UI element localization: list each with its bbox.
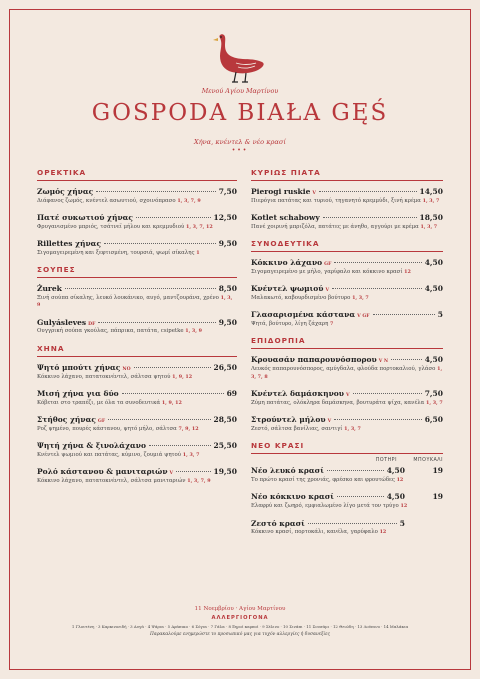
col-glass-header: ΠΟΤΗΡΙ (375, 458, 397, 464)
item-allergens: 12 (396, 476, 404, 483)
item-price: 69 (226, 389, 237, 399)
diet-badge: V (169, 471, 174, 477)
item-price: 9,50 (218, 317, 237, 327)
dot-leader (334, 419, 422, 420)
right-column (251, 168, 443, 545)
item-price: 7,50 (424, 389, 443, 399)
item-price: 5 (399, 518, 405, 528)
menu-item (37, 389, 237, 407)
menu-item (251, 389, 443, 407)
menu-item (37, 239, 237, 257)
menu-item (251, 258, 443, 276)
item-allergens: 1, 3, 7, 12 (185, 223, 213, 230)
item-description: Κνέντελ ψωμιού και πατάτας, κύμινο, ζουμιά ψητού (37, 451, 182, 458)
dot-leader (319, 191, 417, 192)
item-name: Pierogi ruskie (251, 187, 311, 196)
dot-leader (308, 523, 397, 524)
item-name: Πατέ συκωτιού χήνας (37, 213, 133, 223)
item-price-glass: 4,50 (386, 492, 405, 502)
section-title-soupes: ΣΟΥΠΕΣ (37, 265, 237, 278)
item-price: 4,50 (424, 284, 443, 294)
dot-leader (65, 288, 216, 289)
item-allergens: 1, 3, 7 (422, 197, 440, 204)
item-description: Φρυγανισμένο μπριός, τσάτνεϊ μήλου και κρεμμυδιού (37, 223, 185, 230)
item-allergens: 1, 3, 7 (344, 425, 361, 432)
item-description: Μαλακωτό, καβουρδισμένο βούτυρο (251, 294, 351, 301)
item-description: Ψητά, βούτυρο, λίγη ζάχαρη (251, 320, 329, 327)
section-title-orektika: ΟΡΕΚΤΙΚΑ (37, 168, 237, 181)
item-allergens: 1 (196, 249, 200, 256)
dot-leader (108, 419, 210, 420)
item-allergens: 12 (379, 529, 387, 536)
item-description: Πανέ χοιρινή μπριζόλα, πατάτες με άνηθο, αγγούρι με κρέμα (251, 223, 419, 230)
menu-item (251, 415, 443, 433)
dot-leader (96, 191, 216, 192)
item-price: 26,50 (213, 363, 237, 373)
item-allergens: 1, 3, 7, 8 (251, 365, 443, 380)
dot-leader (334, 262, 421, 263)
item-name: Κνέντελ ψωμιού (251, 284, 324, 294)
menu-item (37, 318, 237, 336)
diet-badge: V (327, 419, 332, 425)
restaurant-title: GOSPODA BIAŁA GĘŚ (91, 100, 389, 126)
item-name: Στήθος χήνας (37, 415, 96, 425)
dot-leader (149, 445, 211, 446)
dot-leader (327, 470, 384, 471)
item-allergens: 1, 3, 9 (37, 294, 233, 309)
item-allergens: 1, 3, 7 (182, 451, 200, 458)
item-price: 14,50 (419, 187, 443, 196)
item-allergens: 1, 9, 12 (172, 373, 193, 380)
item-description: Σιγομαγειρεμένο με μήλο, γαρίφαλο και κόκκινο κρασί (251, 268, 403, 275)
allergy-note: Παρακαλούμε ενημερώστε το προσωπικό μας για τυχόν αλλεργίες ή δυσανεξίες (150, 632, 330, 637)
goose-logo-icon (210, 32, 272, 84)
item-description: Σιγομαγειρεμένη και ξεφτισμένη, τουρσιά, ψωμί σίκαλης (37, 249, 195, 256)
item-description: Κόβεται στο τραπέζι, με όλα τα συνοδευτικά (37, 399, 161, 406)
item-description: Ελαφρύ και ζωηρό, εμφιαλωμένο λίγο μετά τον τρύγο (251, 502, 399, 509)
item-name: Μισή χήνα για δύο (37, 389, 119, 399)
item-name: Κρουασάν παπαρουνόσπορου (251, 355, 377, 365)
item-name: Κόκκινο λάχανο (251, 258, 323, 268)
item-name: Ψητό μπούτι χήνας (37, 363, 121, 373)
menu-item (37, 363, 237, 381)
item-price: 19,50 (213, 467, 237, 477)
item-price: 12,50 (213, 213, 237, 223)
section-title-neo-krasi: ΝΕΟ ΚΡΑΣΙ (251, 441, 443, 454)
item-price: 4,50 (424, 258, 443, 268)
menu-item (251, 284, 443, 302)
menu-footer (14, 606, 466, 637)
item-allergens: 1, 3, 7 (420, 223, 438, 230)
item-allergens: 1, 3, 7 (426, 399, 443, 406)
item-description: Κόκκινο λάχανο, πατατοκνέντελ, σάλτσα μανιταριών (37, 477, 186, 484)
dot-leader (122, 393, 224, 394)
menu-item (251, 310, 443, 328)
dot-leader (332, 288, 422, 289)
item-name: Ζεστό κρασί (251, 518, 305, 528)
menu-tagline: Χήνα, κνέντελ & νέο κρασί (194, 138, 286, 146)
item-name: Ρολό κάστανου & μανιταριών (37, 467, 168, 477)
item-name: Νέο κόκκινο κρασί (251, 492, 334, 502)
col-bottle-header: ΜΠΟΥΚΑΛΙ (413, 458, 443, 464)
diet-badge: NO (122, 367, 131, 373)
menu-item (37, 187, 237, 205)
item-allergens: 1, 9, 12 (161, 399, 182, 406)
item-price: 4,50 (424, 355, 443, 365)
dot-leader (136, 217, 211, 218)
item-price: 28,50 (213, 415, 237, 425)
item-name: Kotlet schabowy (251, 213, 320, 223)
diet-badge: V N (378, 359, 389, 365)
dot-leader (176, 471, 210, 472)
menu-item (37, 284, 237, 310)
item-allergens: 1, 3, 7, 9 (177, 197, 201, 204)
item-name: Νέο λευκό κρασί (251, 466, 324, 476)
menu-item (37, 213, 237, 231)
item-price: 8,50 (218, 284, 237, 294)
item-price: 9,50 (218, 239, 237, 249)
item-name: Rillettes χήνας (37, 239, 102, 249)
item-description: Διάφανος ζωμός, κνέντελ ασωυτιού, σχοινόπρασο (37, 197, 176, 204)
item-name: Żurek (37, 284, 62, 294)
dot-leader (391, 359, 422, 360)
item-price-glass: 4,50 (386, 466, 405, 476)
item-description: Πιερόγια πατάτας και τυριού, τηγανητό κρεμμύδι, ξινή κρέμα (251, 197, 421, 204)
menu-item (251, 213, 443, 231)
item-description: Κόκκινο λάχανο, πατατοκνέντελ, σάλτσα ψητού (37, 373, 171, 380)
item-price-bottle: 19 (432, 492, 443, 502)
item-name: Γλασαρισμένα κάστανα (251, 310, 356, 320)
diet-badge: V (346, 393, 350, 399)
section-title-kyria: ΚΥΡΙΩΣ ΠΙΑΤΑ (251, 168, 443, 181)
menu-item (251, 519, 443, 537)
section-title-xina: ΧΗΝΑ (37, 344, 237, 357)
diet-badge: GF (97, 419, 106, 425)
menu-subtitle: Μενού Αγίου Μαρτίνου (201, 87, 279, 95)
left-column (37, 168, 237, 494)
item-description: Το πρώτο κρασί της χρονιάς, φρέσκο και φρουτώδες (251, 476, 395, 483)
item-description: Ουγγρική σούπα γκούλας, πάπρικα, πατάτα, csipetke (37, 328, 184, 335)
item-name: Gulyásleves (37, 317, 87, 327)
diet-badge: DF (88, 321, 96, 327)
footer-date: 11 Νοεμβρίου · Αγίου Μαρτίνου (194, 606, 286, 612)
item-name: Ζωμός χήνας (37, 187, 94, 196)
section-title-synodeftika: ΣΥΝΟΔΕΥΤΙΚΑ (251, 239, 443, 252)
menu-item (251, 355, 443, 381)
item-allergens: 1, 3, 7 (352, 294, 369, 301)
dot-leader (98, 322, 215, 323)
item-price: 6,50 (424, 415, 443, 425)
item-price-bottle: 19 (432, 466, 443, 476)
item-name: Κνέντελ δαμάσκηνου (251, 389, 345, 399)
item-allergens: 7, 9, 12 (178, 425, 199, 432)
menu-item (37, 415, 237, 433)
dot-leader (323, 217, 417, 218)
dot-leader (134, 367, 211, 368)
item-allergens: 1, 3, 9 (185, 328, 202, 335)
allergens-list: 1 Γλουτένη · 3 Καρκινοειδή · 3 Αυγά · 4 Ψάρια · 5 Αράπικο · 6 Σόγια · 7 Γάλα · 8 Ξηροί καρποί · 9 Σέλινο · 10 Σινάπι · 11 Σουσάμι · 12 Θειώδη · 13 Λούπινο · 14 Μαλάκια (71, 624, 409, 629)
dot-leader (373, 314, 435, 315)
dot-leader (337, 496, 384, 497)
allergens-title: ΑΛΛΕΡΓΙΟΓΟΝΑ (211, 615, 269, 621)
item-allergens: 7 (330, 320, 334, 327)
decorative-dots: ••• (231, 147, 249, 154)
menu-item (251, 492, 443, 510)
item-description: Λευκός παπαρουνόσπορος, αμύγδαλα, φλούδα πορτοκαλιού, γλάσο (251, 365, 436, 372)
item-allergens: 1, 3, 7, 9 (187, 477, 211, 484)
item-allergens: 12 (400, 502, 408, 509)
item-name: Ψητή χήνα & ξινολάχανο (37, 441, 146, 451)
item-price: 7,50 (218, 187, 237, 196)
menu-item (37, 467, 237, 485)
item-description: Ροζ ψημένο, πουρές κάστανου, ψητό μήλο, σάλτσα (37, 425, 177, 432)
diet-badge: V (325, 288, 330, 294)
item-description: Ζύμη πατάτας, ολόκληρα δαμάσκηνα, βουτυράτα ψίχα, κανέλα (251, 399, 425, 406)
item-price: 5 (437, 310, 443, 320)
diet-badge: V GF (357, 314, 370, 320)
dot-leader (104, 243, 216, 244)
diet-badge: V (312, 191, 316, 196)
section-title-epidorpia: ΕΠΙΔΟΡΠΙΑ (251, 336, 443, 349)
item-price: 18,50 (419, 213, 443, 223)
item-name: Στρούντελ μήλου (251, 415, 326, 425)
item-description: Κόκκινο κρασί, πορτοκάλι, κανέλα, γαρύφαλο (251, 529, 378, 536)
menu-item (37, 441, 237, 459)
menu-item (251, 187, 443, 205)
item-allergens: 12 (404, 268, 411, 275)
wine-column-headers (251, 458, 443, 463)
item-description: Ζεστό, σάλτσα βανίλιας, σαντιγί (251, 425, 343, 432)
diet-badge: GF (324, 262, 332, 268)
item-price: 25,50 (213, 441, 237, 451)
menu-item (251, 466, 443, 484)
dot-leader (353, 393, 422, 394)
item-description: Ξινή σούπα σίκαλης, λευκό λουκάνικο, αυγό, μαντζουράνα, χρένο (37, 294, 219, 301)
